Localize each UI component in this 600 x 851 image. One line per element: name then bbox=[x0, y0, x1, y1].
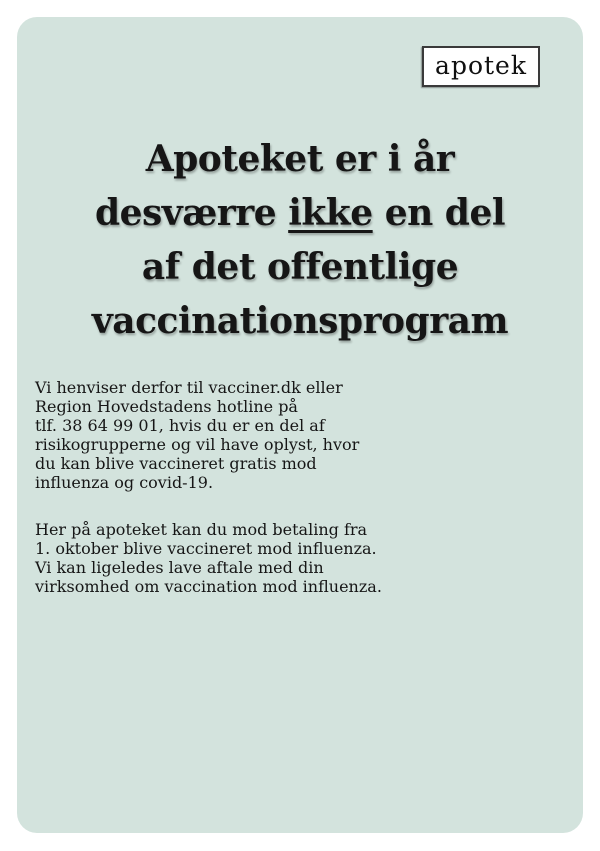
headline-line-2-post: en del bbox=[372, 192, 506, 234]
headline-line-3: af det offentlige bbox=[141, 246, 459, 288]
referral-line: Vi henviser derfor til vacciner.dk eller bbox=[35, 378, 343, 397]
referral-line: du kan blive vaccineret gratis mod bbox=[35, 454, 317, 473]
headline-line-1: Apoteket er i år bbox=[145, 138, 455, 180]
offer-line: 1. oktober blive vaccineret mod influenza. bbox=[35, 539, 377, 558]
poster-headline bbox=[35, 132, 565, 348]
logo-row bbox=[35, 46, 540, 87]
headline-line-4: vaccinationsprogram bbox=[91, 300, 509, 342]
headline-line-2-pre: desværre bbox=[94, 192, 289, 234]
headline-line-2 bbox=[35, 186, 565, 240]
offer-line: Her på apoteket kan du mod betaling fra bbox=[35, 520, 368, 539]
referral-line: tlf. 38 64 99 01, hvis du er en del af bbox=[35, 416, 325, 435]
referral-line: influenza og covid-19. bbox=[35, 473, 214, 492]
referral-line: Region Hovedstadens hotline på bbox=[35, 397, 298, 416]
offer-line: virksomhed om vaccination mod influenza. bbox=[35, 577, 382, 596]
poster-card bbox=[17, 17, 583, 833]
headline-underlined-word: ikke bbox=[288, 192, 373, 234]
apotek-logo bbox=[422, 46, 540, 87]
apotek-logo-label: apotek bbox=[435, 51, 527, 80]
offer-line: Vi kan ligeledes lave aftale med din bbox=[35, 558, 324, 577]
referral-line: risikogrupperne og vil have oplyst, hvor bbox=[35, 435, 360, 454]
